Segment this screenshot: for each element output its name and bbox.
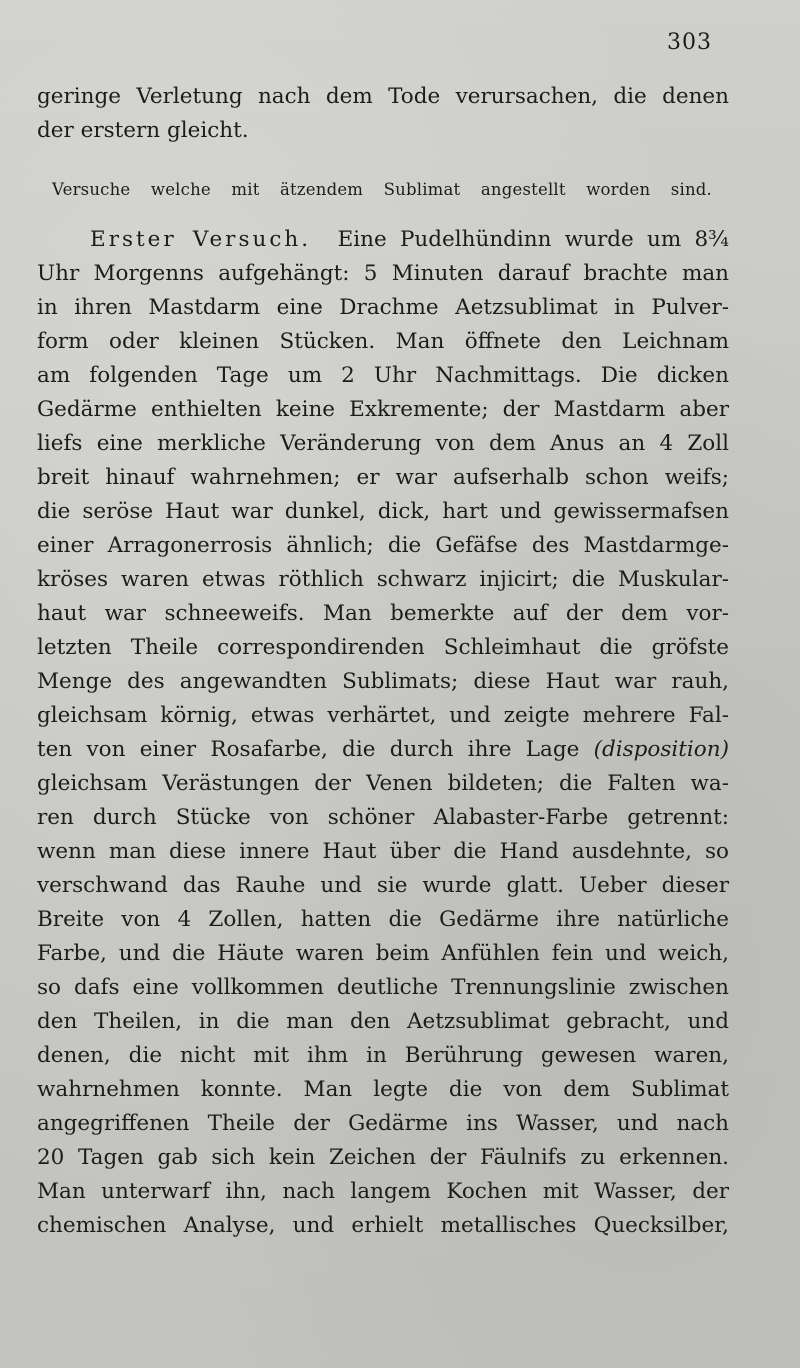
text-line: verschwand das Rauhe und sie wurde glatt. Ueber dieser [37, 873, 729, 898]
text-line: ren durch Stücke von schöner Alabaster-Farbe getrennt: [37, 805, 729, 830]
text-line: Menge des angewandten Sublimats; diese Haut war rauh, [37, 669, 729, 694]
page-number: 303 [667, 30, 712, 55]
text-line [37, 733, 729, 767]
text-line: Farbe, und die Häute waren beim Anfühlen fein und weich, [37, 941, 729, 966]
text-line: so dafs eine vollkommen deutliche Trennungslinie zwischen [37, 975, 729, 1000]
text-line: den Theilen, in die man den Aetzsublimat gebracht, und [37, 1009, 729, 1034]
disposition-word: (disposition) [593, 737, 729, 762]
text-line: chemischen Analyse, und erhielt metallisches Quecksilber, [37, 1213, 729, 1238]
text-line: einer Arragonerrosis ähnlich; die Gefäfse des Mastdarmge- [37, 533, 729, 558]
experiment-title: Erster Versuch. [90, 227, 312, 252]
text-line: Uhr Morgenns aufgehängt: 5 Minuten darauf brachte man [37, 261, 729, 286]
text-line: wahrnehmen konnte. Man legte die von dem Sublimat [37, 1077, 729, 1102]
text-line: denen, die nicht mit ihm in Berührung gewesen waren, [37, 1043, 729, 1068]
text-line: Breite von 4 Zollen, hatten die Gedärme ihre natürliche [37, 907, 729, 932]
text-line: in ihren Mastdarm eine Drachme Aetzsublimat in Pulver- [37, 295, 729, 320]
text-line: 20 Tagen gab sich kein Zeichen der Fäulnifs zu erkennen. [37, 1145, 729, 1170]
text-line: haut war schneeweifs. Man bemerkte auf der dem vor- [37, 601, 729, 626]
text-line: gleichsam körnig, etwas verhärtet, und zeigte mehrere Fal- [37, 703, 729, 728]
experiment-paragraph [37, 223, 729, 1243]
text-line: der erstern gleicht. [37, 118, 249, 143]
text-line-rest: Eine Pudelhündinn wurde um 8¾ [337, 227, 730, 252]
text-line: letzten Theile correspondirenden Schleimhaut die gröfste [37, 635, 729, 660]
intro-paragraph [37, 80, 729, 148]
text-line: form oder kleinen Stücken. Man öffnete den Leichnam [37, 329, 729, 354]
text-line: Gedärme enthielten keine Exkremente; der Mastdarm aber [37, 397, 729, 422]
text-line: kröses waren etwas röthlich schwarz injicirt; die Muskular- [37, 567, 729, 592]
text-line: breit hinauf wahrnehmen; er war aufserhalb schon weifs; [37, 465, 729, 490]
text-line: die seröse Haut war dunkel, dick, hart und gewissermafsen [37, 499, 729, 524]
text-line: wenn man diese innere Haut über die Hand ausdehnte, so [37, 839, 729, 864]
text-line: am folgenden Tage um 2 Uhr Nachmittags. Die dicken [37, 363, 729, 388]
text-line: angegriffenen Theile der Gedärme ins Wasser, und nach [37, 1111, 729, 1136]
section-heading: Versuche welche mit ätzendem Sublimat angestellt worden sind. [52, 180, 712, 199]
text-line: gleichsam Verästungen der Venen bildeten; die Falten wa- [37, 771, 729, 796]
text-line-start: ten von einer Rosafarbe, die durch ihre Lage [37, 737, 580, 762]
text-line: Man unterwarf ihn, nach langem Kochen mit Wasser, der [37, 1179, 729, 1204]
text-line: geringe Verletung nach dem Tode verursachen, die denen [37, 84, 729, 109]
text-line: liefs eine merkliche Veränderung von dem Anus an 4 Zoll [37, 431, 729, 456]
text-line [37, 223, 729, 257]
